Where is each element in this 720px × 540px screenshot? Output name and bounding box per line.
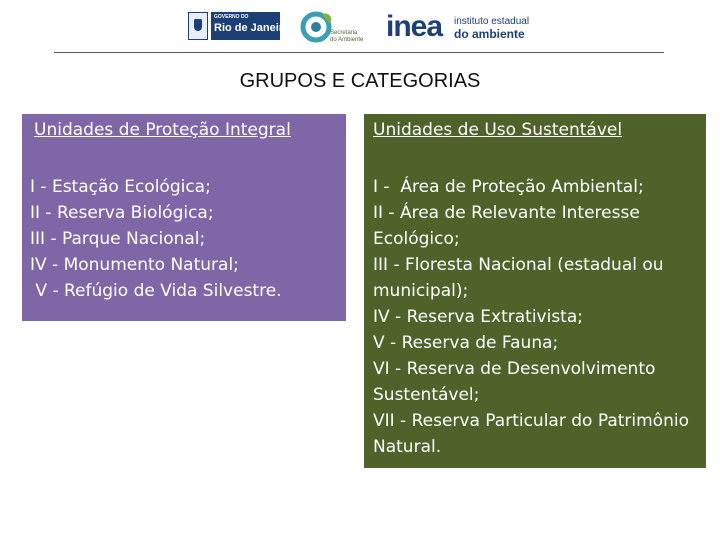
header-divider	[54, 52, 664, 53]
list-item: VI - Reserva de Desenvolvimento Sustentável;	[373, 359, 661, 405]
list-item: VII - Reserva Particular do Patrimônio Natural.	[373, 411, 695, 457]
secretaria-line2: do Ambiente	[330, 37, 364, 43]
protecao-integral-panel	[22, 114, 346, 321]
secretaria-text	[330, 30, 363, 44]
protecao-integral-heading: Unidades de Proteção Integral	[34, 120, 291, 140]
list-item: V - Refúgio de Vida Silvestre.	[30, 281, 282, 301]
rj-gov-text: GOVERNO DO	[214, 14, 249, 20]
list-item: III - Floresta Nacional (estadual ou municipal);	[373, 255, 669, 301]
rj-logo-box	[211, 12, 290, 40]
secretaria-swirl-icon	[300, 10, 334, 44]
list-item: V - Reserva de Fauna;	[373, 333, 559, 353]
list-item: II - Reserva Biológica;	[30, 203, 214, 223]
protecao-integral-list	[30, 174, 282, 304]
list-item: IV - Reserva Extrativista;	[373, 307, 583, 327]
list-item: II - Área de Relevante Interesse Ecológico;	[373, 203, 646, 249]
secretaria-line1: Secretaria	[330, 30, 358, 36]
list-item: I - Área de Proteção Ambiental;	[373, 177, 644, 197]
uso-sustentavel-list	[373, 174, 701, 460]
rj-name-text: Rio de Janeiro	[214, 22, 290, 34]
inea-mark: inea	[386, 10, 443, 43]
list-item: III - Parque Nacional;	[30, 229, 206, 249]
secretaria-do-ambiente-logo	[300, 6, 380, 48]
governo-rio-de-janeiro-logo	[188, 12, 290, 42]
list-item: I - Estação Ecológica;	[30, 177, 211, 197]
inea-subtitle	[454, 16, 529, 40]
inea-logo	[386, 10, 536, 46]
list-item: IV - Monumento Natural;	[30, 255, 239, 275]
inea-line1: instituto estadual	[454, 16, 530, 27]
uso-sustentavel-heading: Unidades de Uso Sustentável	[373, 120, 623, 140]
rj-coat-of-arms-icon	[188, 12, 208, 40]
logo-bar	[0, 6, 720, 50]
inea-line2: do ambiente	[454, 27, 525, 41]
uso-sustentavel-panel	[364, 114, 706, 468]
page-title: GRUPOS E CATEGORIAS	[239, 70, 481, 92]
